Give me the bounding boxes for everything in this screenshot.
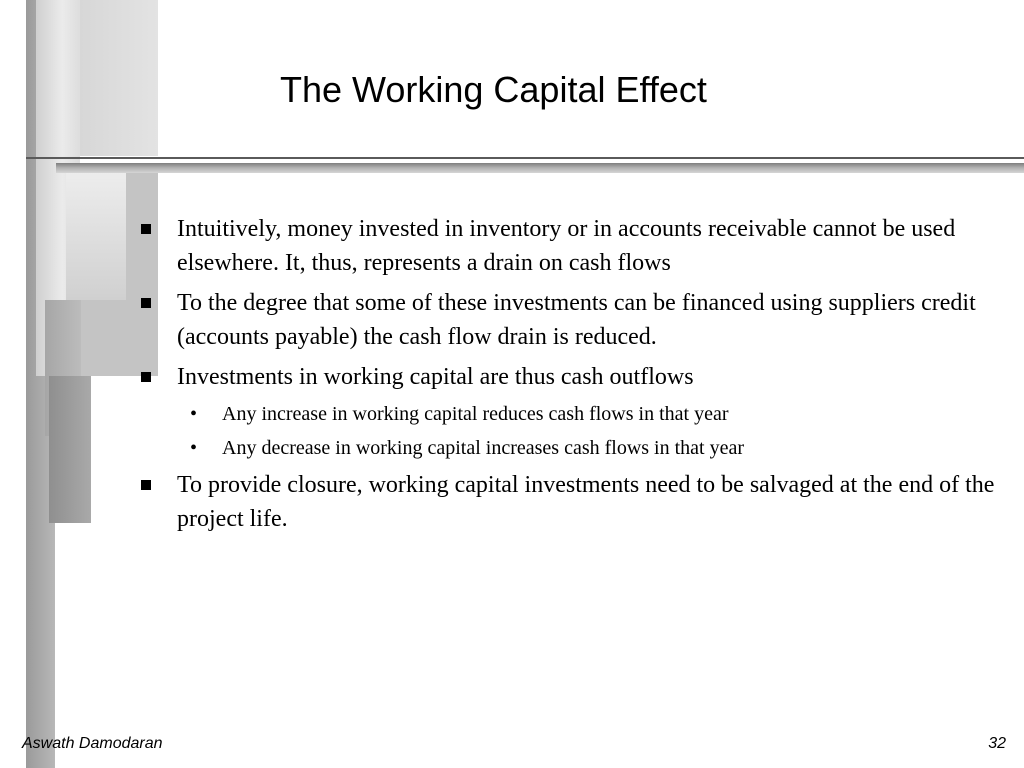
sub-bullet-text: Any increase in working capital reduces cash flows in that year <box>222 403 729 425</box>
bullet-text: Investments in working capital are thus cash outflows <box>177 364 694 390</box>
bullet-item <box>136 360 1006 394</box>
decorative-bar <box>66 172 126 300</box>
dot-bullet-icon: • <box>190 437 198 459</box>
bullet-item <box>136 468 1006 536</box>
title-divider <box>26 157 1024 159</box>
bullet-item <box>136 286 1006 354</box>
square-bullet-icon <box>141 224 151 234</box>
bullet-item <box>136 212 1006 280</box>
bullet-list <box>136 212 1006 542</box>
sub-bullet-item <box>136 400 1006 428</box>
decorative-bar <box>49 376 91 523</box>
footer-author: Aswath Damodaran <box>22 735 163 752</box>
square-bullet-icon <box>141 298 151 308</box>
square-bullet-icon <box>141 480 151 490</box>
slide-title: The Working Capital Effect <box>280 69 707 110</box>
sub-bullet-text: Any decrease in working capital increases cash flows in that year <box>222 437 745 459</box>
bullet-text: Intuitively, money invested in inventory or in accounts receivable cannot be used elsewhere. It, thus, represents a drain on cash flows <box>177 216 956 276</box>
dot-bullet-icon: • <box>190 403 198 425</box>
page-number: 32 <box>988 735 1006 752</box>
decorative-bar <box>80 0 158 156</box>
square-bullet-icon <box>141 372 151 382</box>
title-divider-shadow <box>56 163 1024 173</box>
bullet-text: To provide closure, working capital investments need to be salvaged at the end of the project life. <box>177 472 995 532</box>
sub-bullet-item <box>136 434 1006 462</box>
bullet-text: To the degree that some of these investments can be financed using suppliers credit (accounts payable) the cash flow drain is reduced. <box>177 290 976 350</box>
